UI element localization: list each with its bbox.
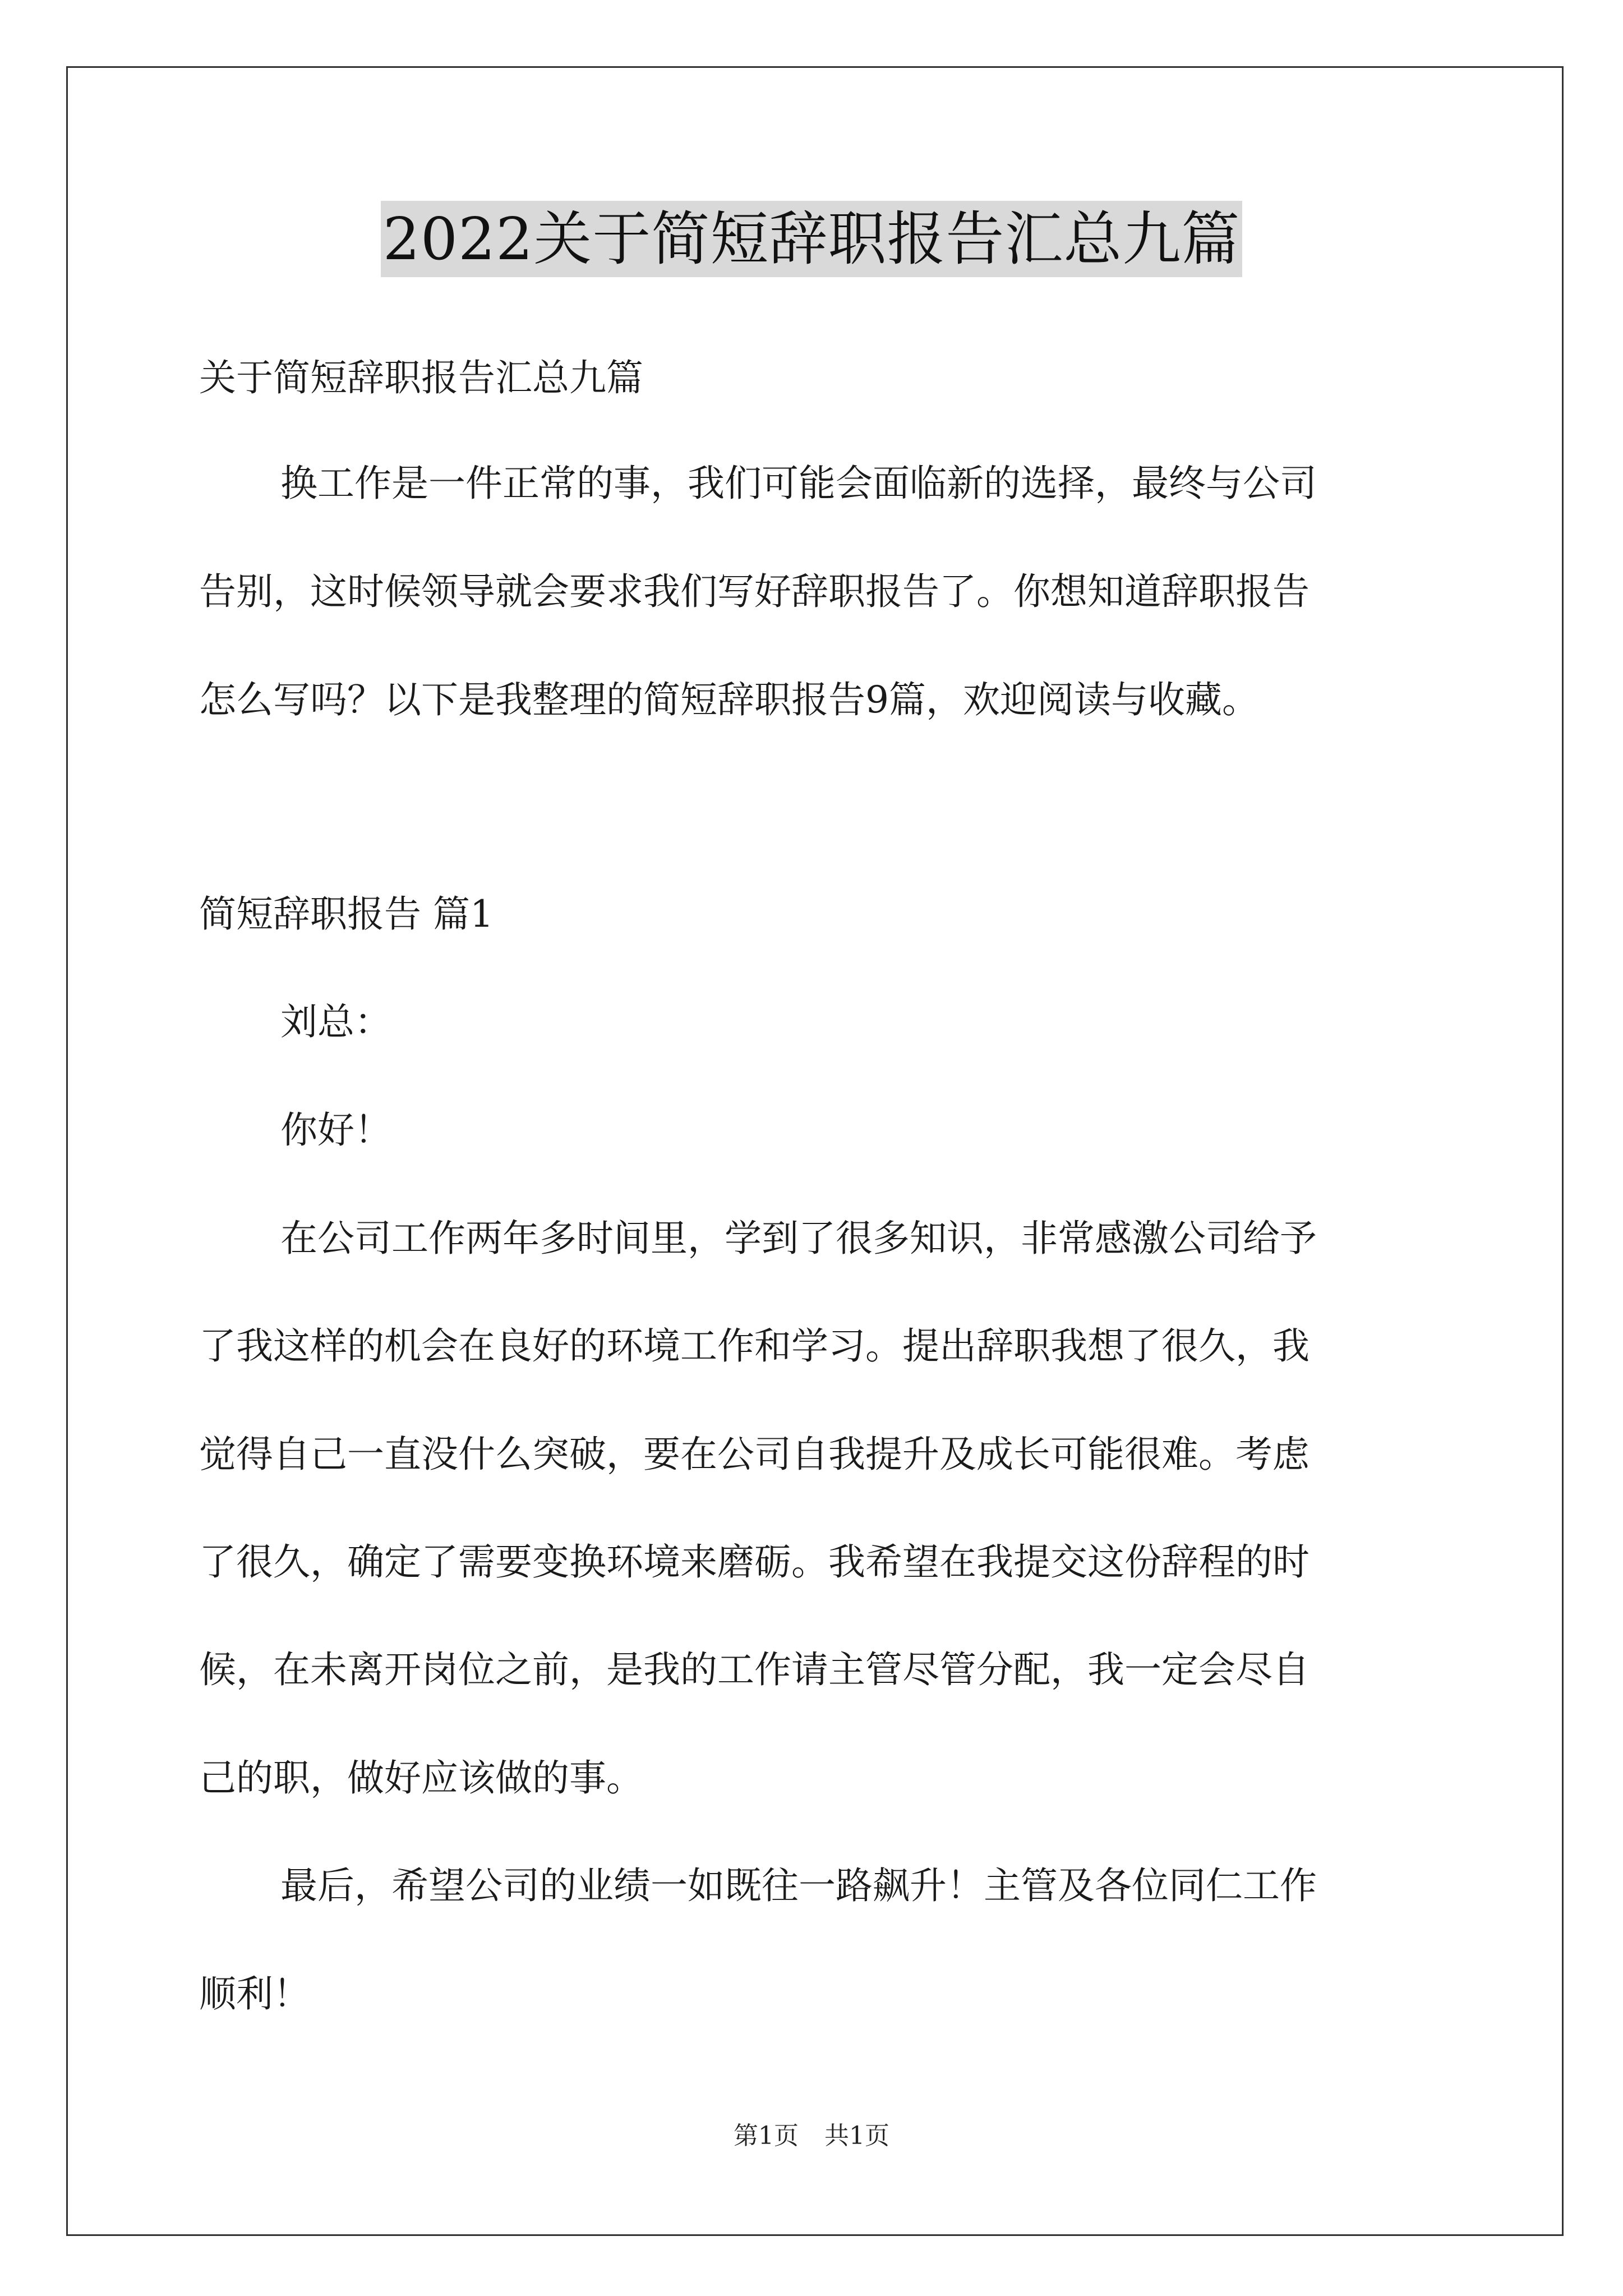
intro-line: 换工作是一件正常的事，我们可能会面临新的选择，最终与公司 (280, 462, 1317, 505)
greeting-line: 你好！ (280, 1108, 391, 1152)
body-line: 候，在未离开岗位之前，是我的工作请主管尽管分配，我一定会尽自 (199, 1648, 1310, 1691)
salutation-line: 刘总： (280, 1000, 391, 1043)
intro-line: 告别，这时候领导就会要求我们写好辞职报告了。你想知道辞职报告 (199, 570, 1310, 613)
body-line: 觉得自己一直没什么突破，要在公司自我提升及成长可能很难。考虑 (199, 1433, 1310, 1476)
title-container (0, 201, 1623, 277)
body-line: 了我这样的机会在良好的环境工作和学习。提出辞职我想了很久，我 (199, 1324, 1310, 1368)
body-line: 己的职，做好应该做的事。 (199, 1756, 643, 1800)
page-total: 共1页 (824, 2122, 889, 2150)
document-title: 2022关于简短辞职报告汇总九篇 (381, 201, 1243, 277)
closing-line: 最后，希望公司的业绩一如既往一路飙升！主管及各位同仁工作 (280, 1864, 1317, 1907)
section-heading: 简短辞职报告 篇1 (199, 892, 494, 936)
page-footer (0, 2119, 1623, 2153)
subtitle-line: 关于简短辞职报告汇总九篇 (199, 356, 643, 399)
intro-line: 怎么写吗？以下是我整理的简短辞职报告9篇，欢迎阅读与收藏。 (199, 678, 1259, 721)
closing-line: 顺利！ (199, 1972, 310, 2016)
page-number: 第1页 (734, 2122, 799, 2150)
body-line: 在公司工作两年多时间里，学到了很多知识，非常感激公司给予 (280, 1217, 1317, 1260)
body-line: 了很久，确定了需要变换环境来磨砺。我希望在我提交这份辞程的时 (199, 1540, 1310, 1584)
